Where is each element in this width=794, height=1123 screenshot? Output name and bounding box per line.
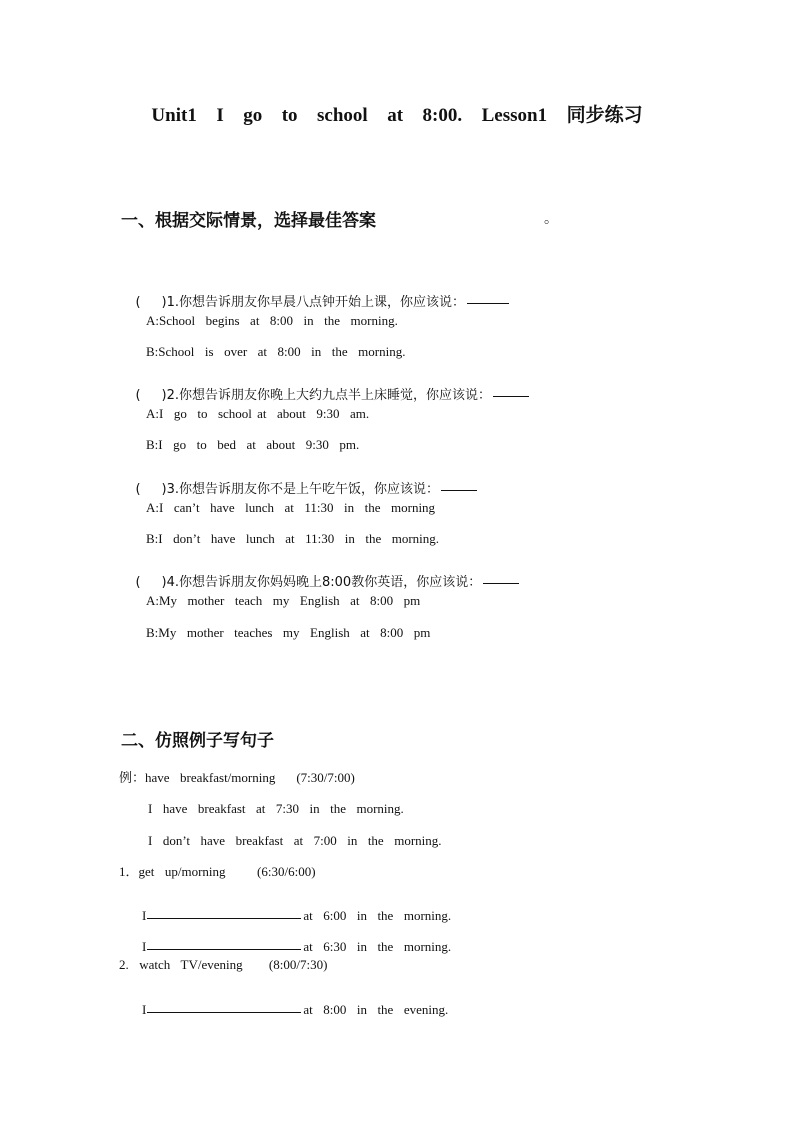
example-sentence-affirmative: I have breakfast at 7:30 in the morning. bbox=[148, 801, 404, 816]
item-2-prompt: 2. watch TV/evening (8:00/7:30) bbox=[119, 957, 328, 972]
answer-paren-open: ( bbox=[135, 575, 141, 590]
section-1-heading: 一、根据交际情景，选择最佳答案 bbox=[121, 211, 376, 231]
answer-paren-open: ( bbox=[135, 388, 141, 403]
line-end: at 6:30 in the morning. bbox=[303, 939, 452, 954]
writing-blank bbox=[147, 949, 301, 950]
answer-paren-close: ) bbox=[161, 295, 167, 310]
writing-blank bbox=[147, 1012, 301, 1013]
line-start: I bbox=[142, 939, 147, 954]
example-label: 例：have breakfast/morning (7:30/7:00) bbox=[119, 770, 355, 785]
question-4-option-b: B:My mother teaches my English at 8:00 pm bbox=[146, 625, 431, 640]
question-text: 3.你想告诉朋友你不是上午吃午饭，你应该说： bbox=[166, 482, 440, 497]
line-end: at 6:00 in the morning. bbox=[303, 908, 452, 923]
question-text: 1.你想告诉朋友你早晨八点钟开始上课，你应该说： bbox=[166, 295, 466, 310]
question-4-option-a: A:My mother teach my English at 8:00 pm bbox=[146, 593, 421, 608]
answer-paren-close: ) bbox=[161, 482, 167, 497]
writing-blank bbox=[147, 918, 301, 919]
question-3-option-a: A:I can’t have lunch at 11:30 in the morning bbox=[146, 500, 436, 515]
example-sentence-negative: I don’t have breakfast at 7:00 in the morning. bbox=[148, 833, 442, 848]
line-start: I bbox=[142, 1002, 147, 1017]
question-2-option-a: A:I go to school at about 9:30 am. bbox=[146, 406, 370, 421]
answer-blank bbox=[483, 583, 519, 584]
question-3-option-b: B:I don’t have lunch at 11:30 in the morning. bbox=[146, 531, 440, 546]
question-1-option-a: A:School begins at 8:00 in the morning. bbox=[146, 313, 398, 328]
answer-blank bbox=[467, 303, 509, 304]
item-2-line-1 bbox=[121, 990, 448, 1029]
item-1-prompt: 1．get up/morning (6:30/6:00) bbox=[119, 864, 316, 879]
page-title: Unit1 I go to school at 8:00. Lesson1 同步练习 bbox=[151, 105, 643, 126]
question-1-option-b: B:School is over at 8:00 in the morning. bbox=[146, 344, 406, 359]
answer-paren-open: ( bbox=[135, 482, 141, 497]
section-2-heading: 二、仿照例子写句子 bbox=[121, 731, 274, 751]
question-2-option-b: B:I go to bed at about 9:30 pm. bbox=[146, 437, 360, 452]
answer-paren-close: ) bbox=[161, 388, 167, 403]
answer-blank bbox=[493, 396, 529, 397]
answer-blank bbox=[441, 490, 477, 491]
question-text: 4.你想告诉朋友你妈妈晚上8:00教你英语，你应该说： bbox=[166, 575, 482, 590]
line-start: I bbox=[142, 908, 147, 923]
answer-paren-close: ) bbox=[161, 575, 167, 590]
question-text: 2.你想告诉朋友你晚上大约九点半上床睡觉，你应该说： bbox=[166, 388, 492, 403]
answer-paren-open: ( bbox=[135, 295, 141, 310]
section-1-trailing-mark: 。 bbox=[544, 212, 558, 227]
line-end: at 8:00 in the evening. bbox=[303, 1002, 449, 1017]
